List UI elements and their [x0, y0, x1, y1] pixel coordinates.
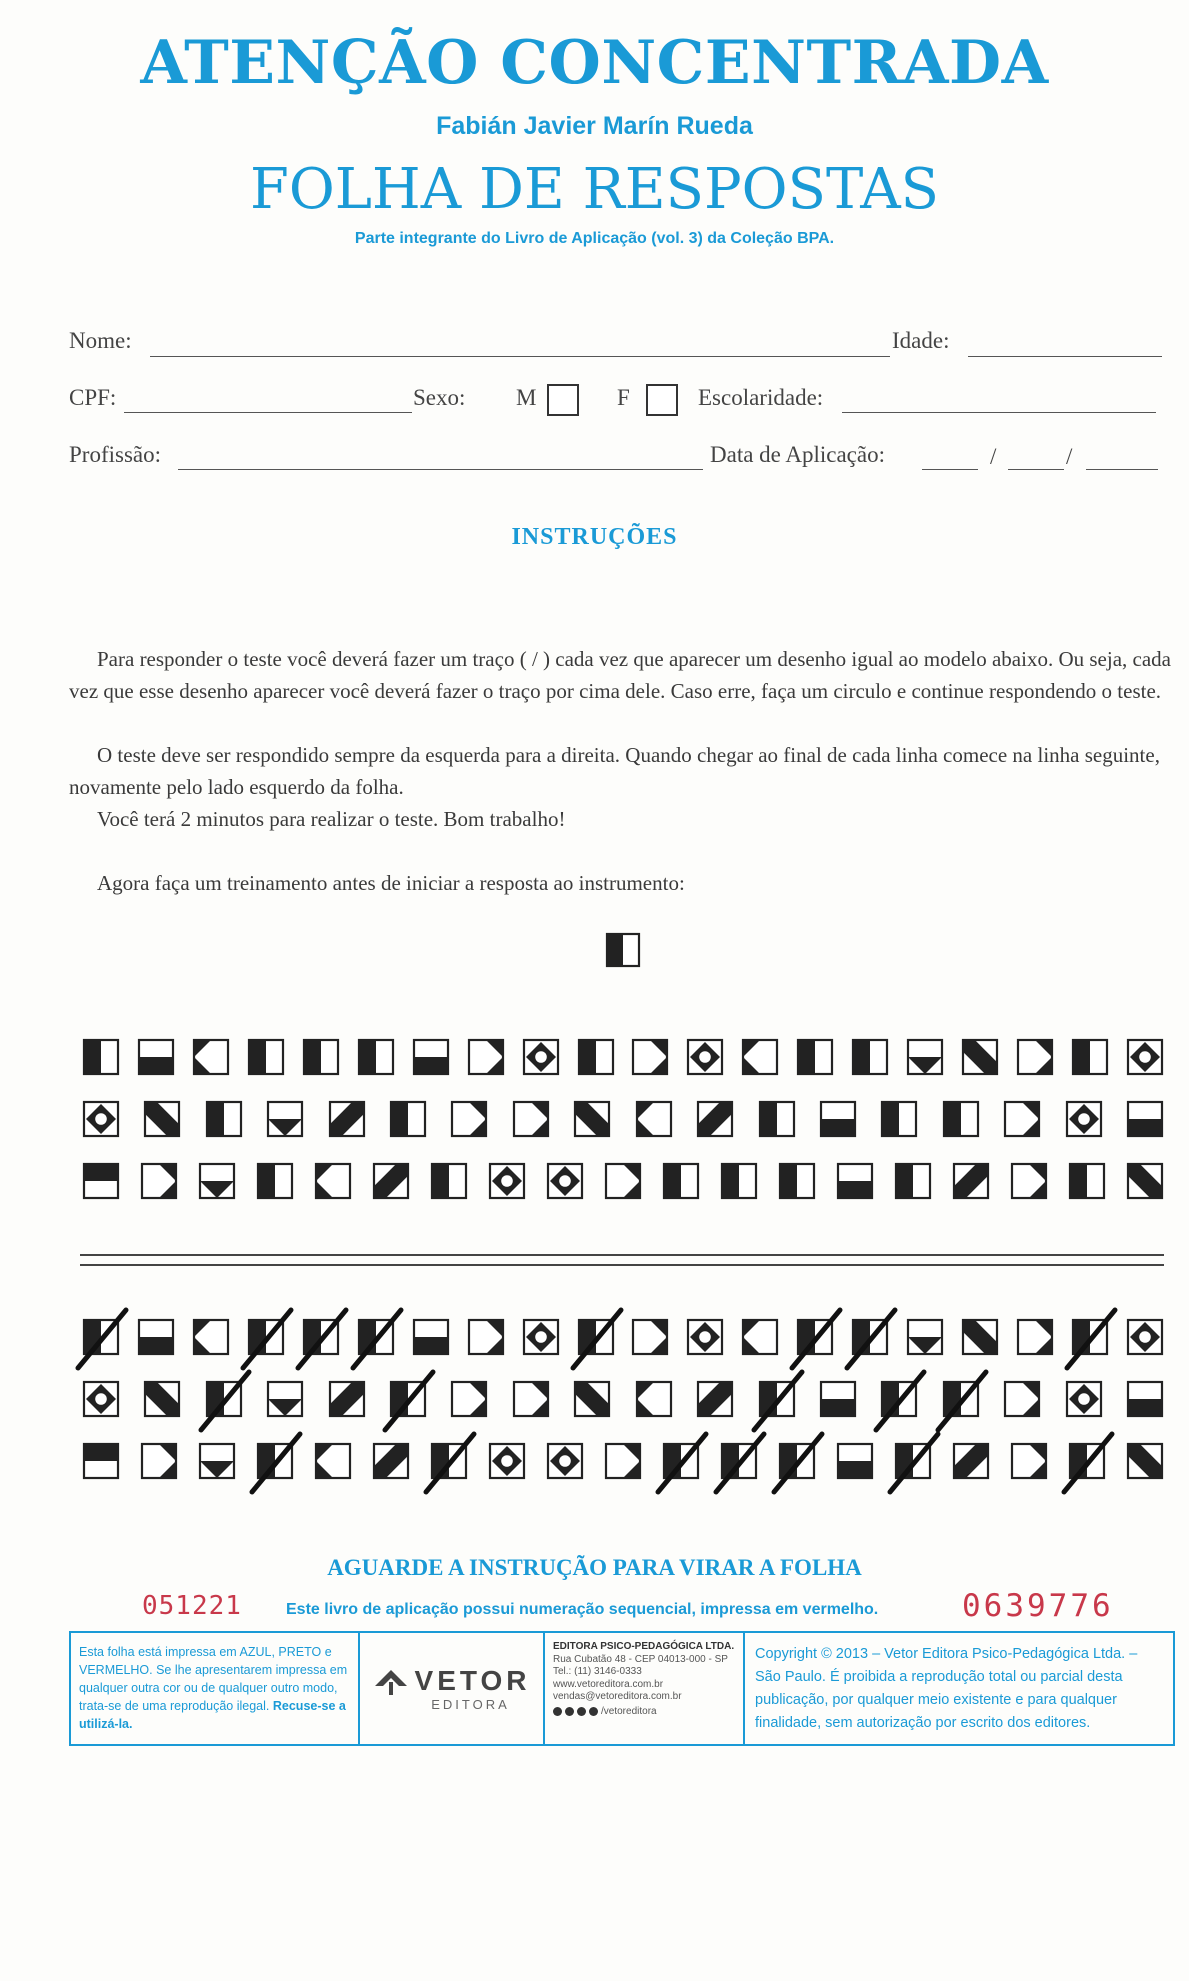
- symbol-top-half[interactable]: [84, 1444, 118, 1478]
- symbol-left-half[interactable]: [579, 1040, 613, 1074]
- date-day-line[interactable]: [922, 469, 978, 470]
- symbol-left-half[interactable]: [1073, 1040, 1107, 1074]
- warning-text: Esta folha está impressa em AZUL, PRETO e VERMELHO. Se lhe apresentarem impressa em qualquer outra cor ou de qualquer outro modo, trata-se de uma reprodução ilegal.: [79, 1645, 348, 1713]
- symbol-left-half[interactable]: [391, 1102, 425, 1136]
- symbol-diag-down[interactable]: [963, 1040, 997, 1074]
- symbol-right-arrow[interactable]: [142, 1164, 176, 1198]
- symbol-diamond-circle[interactable]: [84, 1102, 118, 1136]
- symbol-left-half[interactable]: [798, 1040, 832, 1074]
- symbol-diag-down[interactable]: [1128, 1444, 1162, 1478]
- symbol-left-half[interactable]: [1070, 1164, 1104, 1198]
- profession-label: Profissão:: [69, 442, 161, 467]
- symbol-bottom-half[interactable]: [838, 1164, 872, 1198]
- publisher-name: EDITORA PSICO-PEDAGÓGICA LTDA.: [553, 1641, 735, 1652]
- social-row: [553, 1706, 735, 1719]
- symbol-diag-down[interactable]: [145, 1102, 179, 1136]
- logo-name: VETOR: [414, 1665, 531, 1696]
- publisher-email[interactable]: vendas@vetoreditora.com.br: [553, 1691, 682, 1702]
- symbol-top-half[interactable]: [84, 1164, 118, 1198]
- symbol-right-arrow[interactable]: [1005, 1382, 1039, 1416]
- cpf-label: CPF:: [69, 385, 117, 410]
- sex-label: Sexo:: [413, 385, 466, 410]
- symbol-diamond-circle[interactable]: [1128, 1040, 1162, 1074]
- symbol-right-arrow[interactable]: [1018, 1040, 1052, 1074]
- symbol-right-arrow[interactable]: [514, 1382, 548, 1416]
- symbol-right-arrow[interactable]: [1018, 1320, 1052, 1354]
- symbol-left-arrow[interactable]: [194, 1320, 228, 1354]
- symbol-bottom-half[interactable]: [821, 1102, 855, 1136]
- part-note: Parte integrante do Livro de Aplicação (vol. 3) da Coleção BPA.: [354, 230, 835, 247]
- symbol-diamond-circle[interactable]: [524, 1040, 558, 1074]
- symbol-right-arrow[interactable]: [142, 1444, 176, 1478]
- symbol-bottom-half[interactable]: [838, 1444, 872, 1478]
- facebook-icon[interactable]: [553, 1707, 562, 1716]
- symbol-bottom-half[interactable]: [139, 1320, 173, 1354]
- publisher-website[interactable]: www.vetoreditora.com.br: [553, 1678, 664, 1690]
- symbol-diag-up[interactable]: [698, 1382, 732, 1416]
- symbol-right-arrow[interactable]: [452, 1382, 486, 1416]
- symbol-diamond-circle[interactable]: [688, 1320, 722, 1354]
- symbol-diag-down[interactable]: [1128, 1164, 1162, 1198]
- symbol-left-half[interactable]: [664, 1164, 698, 1198]
- author-name: Fabián Javier Marín Rueda: [436, 112, 753, 140]
- symbol-left-half[interactable]: [432, 1164, 466, 1198]
- youtube-icon[interactable]: [577, 1707, 586, 1716]
- symbol-bottom-half[interactable]: [821, 1382, 855, 1416]
- sex-f-checkbox[interactable]: [646, 384, 678, 416]
- symbol-bottom-half[interactable]: [1128, 1382, 1162, 1416]
- symbol-left-half[interactable]: [249, 1040, 283, 1074]
- name-label: Nome:: [69, 328, 132, 353]
- symbol-down-triangle[interactable]: [268, 1102, 302, 1136]
- symbol-left-arrow[interactable]: [637, 1102, 671, 1136]
- symbol-diamond-circle[interactable]: [1128, 1320, 1162, 1354]
- sheet-subtitle: FOLHA DE RESPOSTAS: [249, 157, 940, 222]
- symbol-bottom-half[interactable]: [1128, 1102, 1162, 1136]
- symbol-right-arrow[interactable]: [469, 1040, 503, 1074]
- sex-m-checkbox[interactable]: [547, 384, 579, 416]
- instructions-paragraph-4: Agora faça um treinamento antes de iniciar a resposta ao instrumento:: [97, 871, 685, 895]
- symbol-diamond-circle[interactable]: [548, 1444, 582, 1478]
- symbol-left-half[interactable]: [258, 1164, 292, 1198]
- date-year-line[interactable]: [1086, 469, 1158, 470]
- footer-box: [69, 1631, 1175, 1746]
- serial-number-left: 051221: [142, 1591, 242, 1621]
- cpf-line[interactable]: [124, 412, 412, 413]
- symbol-right-arrow[interactable]: [606, 1444, 640, 1478]
- age-line[interactable]: [968, 356, 1162, 357]
- schooling-line[interactable]: [842, 412, 1156, 413]
- symbol-down-triangle[interactable]: [908, 1320, 942, 1354]
- symbol-left-arrow[interactable]: [743, 1040, 777, 1074]
- symbol-diamond-circle[interactable]: [548, 1164, 582, 1198]
- model-symbol: [603, 930, 643, 972]
- instructions-paragraph-2: O teste deve ser respondido sempre da esquerda para a direita. Quando chegar ao final de cada linha comece na linha seguinte, novamente pelo lado esquerdo da folha.: [69, 743, 1160, 799]
- symbol-left-arrow[interactable]: [743, 1320, 777, 1354]
- symbol-right-arrow[interactable]: [452, 1102, 486, 1136]
- warning-cell: [71, 1633, 360, 1744]
- symbol-left-arrow[interactable]: [637, 1382, 671, 1416]
- symbol-right-arrow[interactable]: [1012, 1444, 1046, 1478]
- symbol-diamond-circle[interactable]: [490, 1164, 524, 1198]
- symbol-grid: [0, 1020, 1189, 1520]
- symbol-bottom-half[interactable]: [139, 1040, 173, 1074]
- symbol-left-arrow[interactable]: [316, 1444, 350, 1478]
- symbol-diamond-circle[interactable]: [1067, 1102, 1101, 1136]
- instagram-icon[interactable]: [589, 1707, 598, 1716]
- instructions-paragraph-3: Você terá 2 minutos para realizar o teste. Bom trabalho!: [97, 807, 566, 831]
- symbol-diag-down[interactable]: [145, 1382, 179, 1416]
- symbol-diag-up[interactable]: [374, 1164, 408, 1198]
- symbol-bottom-half[interactable]: [414, 1040, 448, 1074]
- age-label: Idade:: [892, 328, 950, 353]
- symbol-diag-up[interactable]: [330, 1382, 364, 1416]
- publisher-phone: Tel.: (11) 3146-0333: [553, 1666, 642, 1677]
- symbol-left-half[interactable]: [607, 934, 639, 966]
- separator-line-bottom: [80, 1264, 1164, 1266]
- symbol-right-arrow[interactable]: [633, 1320, 667, 1354]
- symbol-diamond-circle[interactable]: [490, 1444, 524, 1478]
- symbol-diamond-circle[interactable]: [524, 1320, 558, 1354]
- symbol-left-half[interactable]: [359, 1040, 393, 1074]
- symbol-left-arrow[interactable]: [194, 1040, 228, 1074]
- symbol-diag-up[interactable]: [698, 1102, 732, 1136]
- instructions-title: INSTRUÇÕES: [511, 524, 678, 550]
- symbol-left-half[interactable]: [882, 1102, 916, 1136]
- sheet-title: ATENÇÃO CONCENTRADA: [140, 28, 1049, 98]
- date-label: Data de Aplicação:: [710, 442, 885, 467]
- symbol-right-arrow[interactable]: [633, 1040, 667, 1074]
- symbol-diag-up[interactable]: [954, 1164, 988, 1198]
- symbol-right-arrow[interactable]: [606, 1164, 640, 1198]
- symbol-right-arrow[interactable]: [514, 1102, 548, 1136]
- publisher-cell: [545, 1633, 745, 1744]
- symbol-diamond-circle[interactable]: [1067, 1382, 1101, 1416]
- instructions-paragraph-1: Para responder o teste você deverá fazer um traço ( / ) cada vez que aparecer um desenho igual ao modelo abaixo. Ou seja, cada vez que esse desenho aparecer você deverá fazer o traço por cima dele. Caso erre, faça um circulo e continue respondendo o teste.: [69, 647, 1171, 703]
- await-instruction: AGUARDE A INSTRUÇÃO PARA VIRAR A FOLHA: [327, 1555, 862, 1580]
- symbol-left-half[interactable]: [780, 1164, 814, 1198]
- twitter-icon[interactable]: [565, 1707, 574, 1716]
- date-sep-2: /: [1066, 444, 1073, 469]
- symbol-diag-down[interactable]: [963, 1320, 997, 1354]
- symbol-down-triangle[interactable]: [908, 1040, 942, 1074]
- vetor-logo-icon: [373, 1666, 409, 1696]
- symbol-down-triangle[interactable]: [268, 1382, 302, 1416]
- symbol-diag-up[interactable]: [330, 1102, 364, 1136]
- symbol-left-half[interactable]: [84, 1040, 118, 1074]
- sequence-note: Este livro de aplicação possui numeração sequencial, impressa em vermelho.: [286, 1601, 879, 1618]
- symbol-right-arrow[interactable]: [1012, 1164, 1046, 1198]
- symbol-left-half[interactable]: [944, 1102, 978, 1136]
- symbol-left-half[interactable]: [760, 1102, 794, 1136]
- symbol-bottom-half[interactable]: [414, 1320, 448, 1354]
- symbol-right-arrow[interactable]: [469, 1320, 503, 1354]
- symbol-left-half[interactable]: [853, 1040, 887, 1074]
- symbol-diag-down[interactable]: [575, 1102, 609, 1136]
- symbol-left-half[interactable]: [207, 1102, 241, 1136]
- symbol-left-arrow[interactable]: [316, 1164, 350, 1198]
- social-handle: /vetoreditora: [601, 1705, 657, 1717]
- sex-m-label: M: [516, 385, 537, 410]
- symbol-diag-up[interactable]: [954, 1444, 988, 1478]
- symbol-left-half[interactable]: [304, 1040, 338, 1074]
- symbol-diamond-circle[interactable]: [84, 1382, 118, 1416]
- serial-number-right: 0639776: [962, 1588, 1114, 1624]
- publisher-address: Rua Cubatão 48 - CEP 04013-000 - SP: [553, 1653, 728, 1665]
- schooling-label: Escolaridade:: [698, 385, 824, 410]
- symbol-diag-up[interactable]: [374, 1444, 408, 1478]
- symbol-right-arrow[interactable]: [1005, 1102, 1039, 1136]
- sex-f-label: F: [617, 385, 630, 410]
- symbol-down-triangle[interactable]: [200, 1164, 234, 1198]
- symbol-diag-down[interactable]: [575, 1382, 609, 1416]
- date-sep-1: /: [990, 444, 997, 469]
- date-month-line[interactable]: [1008, 469, 1064, 470]
- symbol-left-half[interactable]: [722, 1164, 756, 1198]
- symbol-down-triangle[interactable]: [200, 1444, 234, 1478]
- symbol-left-half[interactable]: [896, 1164, 930, 1198]
- symbol-diamond-circle[interactable]: [688, 1040, 722, 1074]
- warning-strong: Recuse-se a utilizá-la.: [79, 1699, 346, 1731]
- logo-cell: [360, 1633, 545, 1744]
- profession-line[interactable]: [178, 469, 703, 470]
- logo-sub: EDITORA: [431, 1697, 510, 1712]
- name-line[interactable]: [150, 356, 890, 357]
- separator-line-top: [80, 1254, 1164, 1256]
- copyright-cell: Copyright © 2013 – Vetor Editora Psico-Pedagógica Ltda. – São Paulo. É proibida a reprodução total ou parcial desta publicação, por qualquer meio existente e para qualquer finalidade, sem autorização por escrito dos editores.: [755, 1646, 1138, 1731]
